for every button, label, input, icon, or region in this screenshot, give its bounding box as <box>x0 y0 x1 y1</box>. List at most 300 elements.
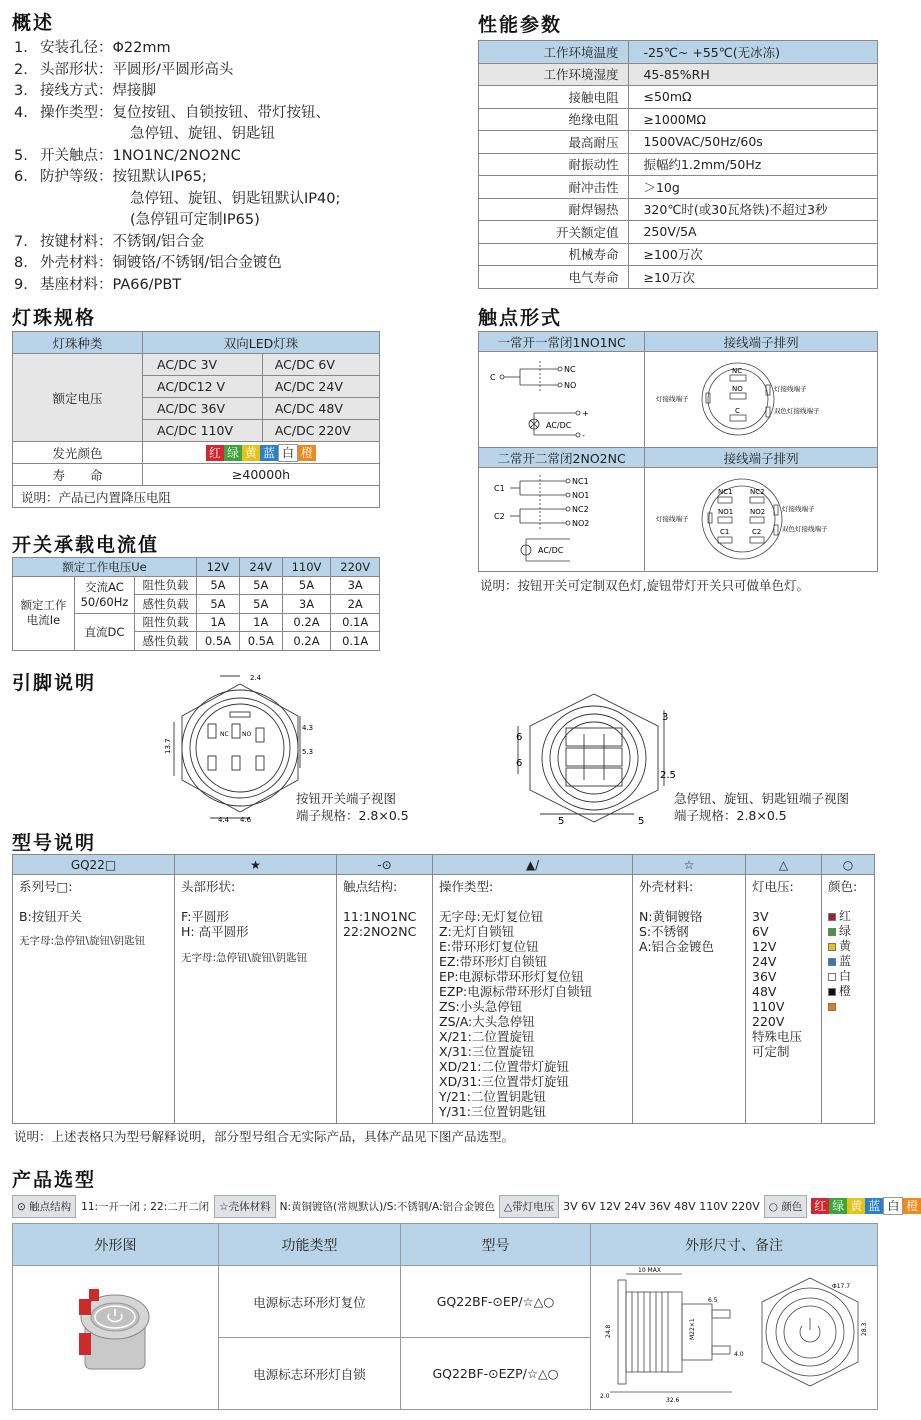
item-number: 5. <box>14 147 28 164</box>
performance-value: ≥100万次 <box>629 243 878 266</box>
performance-label: 绝缘电阻 <box>479 108 629 131</box>
item-text: 按键材料：不锈钢/铝合金 <box>40 233 205 250</box>
list-item: X/21:二位置旋钮 <box>439 1029 535 1044</box>
dim-text: 13.7 <box>164 738 172 754</box>
dimension-drawing-svg <box>596 1266 872 1406</box>
performance-row <box>479 131 878 154</box>
head-none: 无字母:急停钮\旋钮\钥匙钮 <box>181 952 308 964</box>
dim-text: Φ17.7 <box>832 1283 851 1290</box>
nc2-text: NC2 <box>571 504 589 514</box>
voltage-column <box>746 875 822 1124</box>
dim-text: 24.8 <box>605 1324 612 1338</box>
list-item: 48V <box>752 984 777 999</box>
color-item <box>828 984 868 999</box>
circuit-2no2nc <box>480 469 644 571</box>
list-item: X/31:三位置旋钮 <box>439 1044 535 1059</box>
current-cell: 5A <box>282 576 331 595</box>
rated-voltage-label: 额定电压 <box>13 354 143 442</box>
contact-diagram-2 <box>479 468 645 572</box>
life-value: ≥40000h <box>143 464 380 486</box>
performance-table <box>478 40 878 289</box>
load-type: 感性负载 <box>135 632 197 651</box>
sel-header: 功能类型 <box>219 1224 401 1266</box>
color-tag: 蓝 <box>260 445 278 461</box>
performance-label: 耐冲击性 <box>479 176 629 199</box>
voltage-cell: AC/DC 220V <box>262 420 379 442</box>
model-table <box>12 854 875 1124</box>
pin-caption-2 <box>674 790 849 824</box>
list-item: XD/31:三位置带灯旋钮 <box>439 1074 570 1089</box>
acdc-text: AC/DC <box>537 545 563 555</box>
item-text: 安装孔径：Φ22mm <box>40 40 171 56</box>
color-swatch <box>828 973 836 981</box>
series-b: B:按钮开关 <box>19 909 82 924</box>
item-text: (急停钮可定制IP65) <box>130 212 260 228</box>
shell-list <box>639 909 739 954</box>
current-cell: 0.1A <box>331 613 380 632</box>
list-item: E:带环形灯复位钮 <box>439 939 539 954</box>
performance-row <box>479 221 878 244</box>
func-type: 电源标志环形灯自锁 <box>219 1338 401 1410</box>
list-item: 可定制 <box>752 1044 790 1059</box>
performance-value: 250V/5A <box>629 221 878 244</box>
label-line: 额定工作 <box>20 598 67 612</box>
color-swatch <box>828 1003 836 1011</box>
bicolor-terminal-text: 双色灯接线端子 <box>774 406 820 415</box>
item-number: 4. <box>14 104 28 121</box>
item-number: 9. <box>14 276 28 293</box>
led-title: 灯珠规格 <box>12 307 97 329</box>
current-cell: 2A <box>331 595 380 614</box>
current-cell: 3A <box>331 576 380 595</box>
contact-a: 11:1NO1NC <box>343 909 417 924</box>
contact-diagram-1 <box>479 352 645 448</box>
color-tag: 白 <box>883 1197 903 1215</box>
current-cell: 1A <box>239 613 282 632</box>
contact-col-title: 触点结构: <box>343 879 398 894</box>
model-header: ★ <box>175 855 337 875</box>
contact-column <box>337 875 433 1124</box>
list-item: XD/21:二位置带灯旋钮 <box>439 1059 570 1074</box>
performance-row <box>479 243 878 266</box>
model-header: -⊙ <box>337 855 433 875</box>
head-f: F:平圆形 <box>181 909 229 924</box>
voltage-cell: AC/DC 48V <box>262 398 379 420</box>
item-number: 3. <box>14 83 28 99</box>
dim-text: 5.3 <box>302 748 314 756</box>
volt-header: 24V <box>239 558 282 577</box>
performance-row <box>479 198 878 221</box>
caption-line: 按钮开关端子视图 <box>296 791 397 806</box>
operation-title: 操作类型: <box>439 879 494 894</box>
sel-header: 外形尺寸、备注 <box>591 1224 878 1266</box>
dim-text: 2.0 <box>600 1393 610 1400</box>
led-table <box>12 331 380 508</box>
color-item <box>828 939 868 954</box>
list-item: Z:无灯自锁钮 <box>439 924 515 939</box>
voltage-list <box>752 909 815 1059</box>
color-item <box>828 999 868 1014</box>
contact-options: 11:一开一闭 ; 22:二开二闭 <box>81 1200 210 1213</box>
color-name: 橙 <box>839 984 852 998</box>
color-tag: 橙 <box>903 1198 921 1214</box>
list-item: 110V <box>752 999 785 1014</box>
overview-item <box>14 146 340 168</box>
dim-text: 4.0 <box>734 1351 744 1358</box>
color-tag: 黄 <box>242 445 260 461</box>
performance-label: 工作环境湿度 <box>479 63 629 86</box>
model-header: ○ <box>822 855 875 875</box>
performance-row <box>479 176 878 199</box>
volt-header: 12V <box>197 558 240 577</box>
overview-list <box>14 38 340 296</box>
performance-title: 性能参数 <box>478 14 563 36</box>
list-item: ZS:小头急停钮 <box>439 999 523 1014</box>
shell-filter-label: ☆壳体材料 <box>214 1195 275 1218</box>
overview-item <box>14 210 340 232</box>
item-number: 1. <box>14 40 28 56</box>
c-text: C <box>735 406 741 415</box>
overview-item <box>14 124 340 146</box>
item-text: 急停钮、旋钮、钥匙钮 <box>130 126 275 142</box>
terminal-layout-2 <box>646 469 876 571</box>
bicolor-terminal-text: 双色灯接线端子 <box>782 524 828 533</box>
color-name: 白 <box>839 969 852 983</box>
pin-caption-1 <box>296 790 409 824</box>
dc-label: 直流DC <box>75 613 135 650</box>
dim-text: 32.6 <box>666 1397 680 1404</box>
contact-title: 触点形式 <box>478 307 563 329</box>
label-line: 电流Ie <box>26 613 61 627</box>
color-title: 颜色: <box>828 879 858 894</box>
operation-column <box>433 875 633 1124</box>
color-tag: 绿 <box>829 1198 847 1214</box>
model-number: GQ22BF-⊙EP/☆△○ <box>401 1266 591 1338</box>
pin-title: 引脚说明 <box>12 672 97 694</box>
caption-line: 端子规格：2.8×0.5 <box>296 808 409 823</box>
estop-terminal-view <box>514 690 674 830</box>
overview-item <box>14 232 340 254</box>
no1-text: NO1 <box>718 507 734 516</box>
item-number: 2. <box>14 61 28 78</box>
lamp-terminal-text: 灯接线端子 <box>774 384 807 393</box>
voltage-options: 3V 6V 12V 24V 36V 48V 110V 220V <box>563 1199 760 1213</box>
performance-value: ≤50mΩ <box>629 86 878 109</box>
color-swatch <box>828 988 836 996</box>
load-type: 阻性负载 <box>135 613 197 632</box>
contact-b: 22:2NO2NC <box>343 924 417 939</box>
model-header: ▲/ <box>433 855 633 875</box>
color-name: 绿 <box>839 924 852 938</box>
item-text: 开关触点：1NO1NC/2NO2NC <box>40 147 241 164</box>
contact-symbol-icon: ⊙ <box>17 1200 26 1213</box>
dim-text: 28.3 <box>861 1322 868 1336</box>
terminal-layout-1 <box>646 353 876 447</box>
current-header: 额定工作电压Ue <box>13 558 197 577</box>
dim-text: M22×1 <box>689 1318 696 1340</box>
item-text: 防护等级：按钮默认IP65; <box>40 169 207 185</box>
life-label: 寿 命 <box>13 464 143 486</box>
color-item <box>828 969 868 984</box>
color-item <box>828 924 868 939</box>
nc-text: NC <box>220 731 229 738</box>
performance-row <box>479 153 878 176</box>
color-swatch <box>828 943 836 951</box>
color-item <box>828 954 868 969</box>
c2-text: C2 <box>752 527 762 536</box>
head-column <box>175 875 337 1124</box>
list-item: ZS/A:大头急停钮 <box>439 1014 535 1029</box>
nc2-text: NC2 <box>750 487 765 496</box>
no2-text: NO2 <box>750 507 766 516</box>
dim-text: 2.4 <box>250 674 262 682</box>
contact-table <box>478 331 878 572</box>
terminal-diagram-2 <box>645 468 878 572</box>
shell-title: 外壳材料: <box>639 879 694 894</box>
list-item: Y/21:二位置钥匙钮 <box>439 1089 546 1104</box>
performance-label: 机械寿命 <box>479 243 629 266</box>
contact-note: 说明：按钮开关可定制双色灯,旋钮带灯开关只可做单色灯。 <box>480 578 809 593</box>
current-cell: 3A <box>282 595 331 614</box>
item-number: 6. <box>14 169 28 185</box>
overview-item <box>14 103 340 125</box>
current-cell: 1A <box>197 613 240 632</box>
voltage-filter-label: △带灯电压 <box>499 1195 559 1218</box>
current-table <box>12 557 380 651</box>
led-note: 说明：产品已内置降压电阻 <box>13 486 380 508</box>
model-header: GQ22□ <box>13 855 175 875</box>
dimension-drawing <box>591 1266 878 1410</box>
no2-text: NO2 <box>571 518 589 528</box>
caption-line: 端子规格：2.8×0.5 <box>674 808 787 823</box>
func-type: 电源标志环形灯复位 <box>219 1266 401 1338</box>
contact-2no2nc-header: 二常开二常闭2NO2NC <box>479 448 645 468</box>
caption-line: 急停钮、旋钮、钥匙钮端子视图 <box>674 791 850 806</box>
item-number: 8. <box>14 255 28 271</box>
series-none: 无字母:急停钮\旋钮\钥匙钮 <box>19 935 146 947</box>
color-tag: 蓝 <box>865 1198 883 1214</box>
list-item: EP:电源标带环形灯复位钮 <box>439 969 584 984</box>
list-item: 12V <box>752 939 777 954</box>
color-column <box>822 875 875 1124</box>
model-header: ☆ <box>633 855 746 875</box>
color-name: 红 <box>839 909 852 923</box>
current-cell: 5A <box>197 595 240 614</box>
lamp-terminal-text: 灯接线端子 <box>782 504 815 513</box>
color-tag: 红 <box>811 1198 829 1214</box>
dim-text: 6 <box>516 758 523 769</box>
list-item: 无字母:无灯复位钮 <box>439 909 544 924</box>
contact-1no1nc-header: 一常开一常闭1NO1NC <box>479 332 645 352</box>
circuit-1no1nc <box>480 353 644 447</box>
volt-header: 110V <box>282 558 331 577</box>
item-text: 外壳材料：铜镀铬/不锈钢/铝合金镀色 <box>40 255 282 271</box>
dim-text: 10 MAX <box>638 1267 661 1274</box>
list-item: N:黄铜镀铬 <box>639 909 703 924</box>
current-cell: 5A <box>239 576 282 595</box>
current-cell: 0.2A <box>282 613 331 632</box>
label-text: 触点结构 <box>29 1200 72 1213</box>
performance-value: 1500VAC/50Hz/60s <box>629 131 878 154</box>
rated-current-label <box>13 576 75 650</box>
color-tag: 绿 <box>224 445 242 461</box>
overview-title: 概述 <box>12 12 55 34</box>
color-name: 蓝 <box>839 954 852 968</box>
contact-filter-label <box>12 1195 76 1218</box>
series-column <box>13 875 175 1124</box>
no-text: NO <box>242 731 252 738</box>
c1-text: C1 <box>493 483 505 493</box>
load-type: 感性负载 <box>135 595 197 614</box>
performance-row <box>479 266 878 289</box>
volt-header: 220V <box>331 558 380 577</box>
item-text: 急停钮、旋钮、钥匙钮默认IP40; <box>130 190 341 207</box>
current-cell: 0.2A <box>282 632 331 651</box>
color-swatch <box>828 958 836 966</box>
list-item: 特殊电压 <box>752 1029 803 1044</box>
color-name: 黄 <box>839 939 852 953</box>
color-list <box>828 909 868 1014</box>
performance-label: 开关额定值 <box>479 221 629 244</box>
model-title: 型号说明 <box>12 832 97 854</box>
voltage-cell: AC/DC 3V <box>143 354 263 376</box>
current-cell: 5A <box>197 576 240 595</box>
performance-label: 电气寿命 <box>479 266 629 289</box>
led-kind-header: 双向LED灯珠 <box>143 332 380 354</box>
led-type-header: 灯珠种类 <box>13 332 143 354</box>
dim-text: 6 <box>516 732 523 743</box>
dim-text: 4.3 <box>302 724 314 732</box>
color-swatch <box>828 913 836 921</box>
model-number: GQ22BF-⊙EZP/☆△○ <box>401 1338 591 1410</box>
item-number: 7. <box>14 233 28 250</box>
overview-item <box>14 189 340 211</box>
overview-item <box>14 38 340 60</box>
list-item: 36V <box>752 969 777 984</box>
performance-row <box>479 41 878 64</box>
dim-text: 4.6 <box>240 816 252 824</box>
overview-item <box>14 81 340 103</box>
dim-text: 6.5 <box>708 1297 718 1304</box>
performance-row <box>479 108 878 131</box>
selection-filter-bar <box>12 1195 919 1217</box>
list-item: A:铝合金镀色 <box>639 939 715 954</box>
performance-value: -25℃~ +55℃(无冰冻) <box>629 41 878 64</box>
item-text: 操作类型：复位按钮、自锁按钮、带灯按钮、 <box>40 104 330 121</box>
performance-value: ＞10g <box>629 176 878 199</box>
color-swatch <box>828 928 836 936</box>
overview-item <box>14 275 340 297</box>
lamp-terminal-text: 灯接线端子 <box>656 514 689 523</box>
plus-text: + <box>581 408 589 418</box>
terminal-diagram-1 <box>645 352 878 448</box>
label-line: 交流AC <box>85 579 124 594</box>
shell-options: N:黄铜镀铬(常规默认)/S:不锈钢/A:铝合金镀色 <box>279 1200 495 1213</box>
dim-text: 5 <box>558 816 565 827</box>
sel-header: 型号 <box>401 1224 591 1266</box>
nc-text: NC <box>732 366 743 375</box>
series-title: 系列号□: <box>19 879 73 894</box>
list-item: 3V <box>752 909 769 924</box>
list-item: S:不锈钢 <box>639 924 689 939</box>
current-cell: 0.1A <box>331 632 380 651</box>
color-tag: 白 <box>278 444 298 462</box>
selection-color-tags <box>807 1197 921 1215</box>
list-item: 220V <box>752 1014 785 1029</box>
performance-value: 320℃时(或30瓦烙铁)不超过3秒 <box>629 198 878 221</box>
item-text: 基座材料：PA66/PBT <box>40 276 182 293</box>
terminal-header: 接线端子排列 <box>645 332 878 352</box>
acdc-text: AC/DC <box>545 420 571 430</box>
voltage-title: 灯电压: <box>752 879 794 894</box>
head-h: H: 高平圆形 <box>181 924 249 939</box>
color-item <box>828 909 868 924</box>
voltage-cell: AC/DC 36V <box>143 398 263 420</box>
performance-label: 最高耐压 <box>479 131 629 154</box>
overview-item <box>14 167 340 189</box>
overview-item <box>14 253 340 275</box>
selection-table <box>12 1223 878 1410</box>
no-text: NO <box>732 384 743 393</box>
color-filter-label <box>764 1195 808 1218</box>
performance-row <box>479 63 878 86</box>
model-note: 说明：上述表格只为型号解释说明，部分型号组合无实际产品，具体产品见下图产品选型。 <box>14 1129 515 1144</box>
current-title: 开关承载电流值 <box>12 534 160 556</box>
current-cell: 0.5A <box>197 632 240 651</box>
head-title: 头部形状: <box>181 879 236 894</box>
color-tag: 黄 <box>847 1198 865 1214</box>
current-cell: 5A <box>239 595 282 614</box>
voltage-cell: AC/DC12 V <box>143 376 263 398</box>
no1-text: NO1 <box>571 490 589 500</box>
nc-text: NC <box>563 364 576 374</box>
performance-value: ≥10万次 <box>629 266 878 289</box>
sel-header: 外形图 <box>13 1224 219 1266</box>
list-item: 24V <box>752 954 777 969</box>
selection-title: 产品选型 <box>12 1169 97 1191</box>
nc1-text: NC1 <box>718 487 733 496</box>
performance-value: ≥1000MΩ <box>629 108 878 131</box>
voltage-cell: AC/DC 110V <box>143 420 263 442</box>
performance-value: 45-85%RH <box>629 63 878 86</box>
color-tag: 红 <box>206 445 224 461</box>
ac-label <box>75 576 135 613</box>
list-item: EZP:电源标带环形灯自锁钮 <box>439 984 593 999</box>
c1-text: C1 <box>720 527 730 536</box>
c-text: C <box>489 372 496 382</box>
push-button-image <box>71 1281 161 1391</box>
list-item: Y/31:三位置钥匙钮 <box>439 1104 546 1119</box>
performance-label: 工作环境温度 <box>479 41 629 64</box>
performance-label: 接触电阻 <box>479 86 629 109</box>
color-label: 发光颜色 <box>13 442 143 464</box>
performance-value: 振幅约1.2mm/50Hz <box>629 153 878 176</box>
shell-column <box>633 875 746 1124</box>
terminal-header: 接线端子排列 <box>645 448 878 468</box>
dim-text: 2.5 <box>660 770 676 781</box>
dim-text: 4.4 <box>218 816 230 824</box>
voltage-cell: AC/DC 24V <box>262 376 379 398</box>
lamp-terminal-text: 灯接线端子 <box>656 394 689 403</box>
current-cell: 0.5A <box>239 632 282 651</box>
no-text: NO <box>563 380 576 390</box>
product-image <box>13 1266 219 1410</box>
model-header: △ <box>746 855 822 875</box>
dim-text: 5 <box>638 816 645 827</box>
nc1-text: NC1 <box>571 476 589 486</box>
label-text: 颜色 <box>781 1200 803 1213</box>
led-color-tags <box>143 442 380 464</box>
